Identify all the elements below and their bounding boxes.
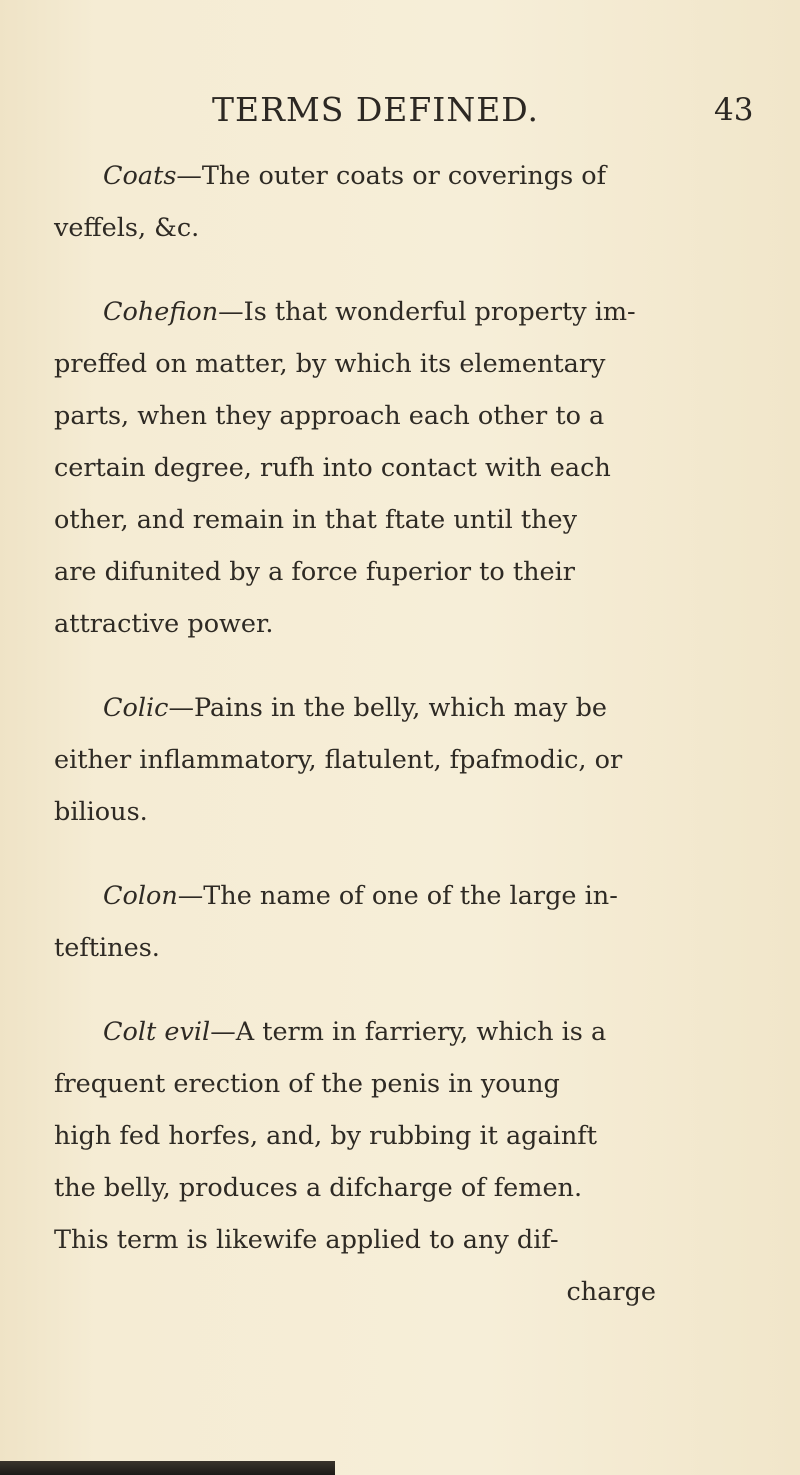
entry-line: veffels, &c. <box>54 213 200 243</box>
entry-line <box>54 870 664 922</box>
entry-line: either inflammatory, flatulent, fpafmodic, or <box>54 745 623 775</box>
entry-colon <box>54 870 664 974</box>
entry-text: —The outer coats or coverings of <box>176 161 607 191</box>
catchword: charge <box>566 1277 656 1307</box>
entry-line <box>54 1006 664 1058</box>
entry-line: parts, when they approach each other to a <box>54 401 605 431</box>
entry-line: attractive power. <box>54 609 274 639</box>
entry-text: —The name of one of the large in- <box>177 881 618 911</box>
running-head <box>0 90 800 140</box>
entry-colt-evil <box>54 1006 664 1318</box>
entry-text: —A term in farriery, which is a <box>210 1017 607 1047</box>
entry-line: other, and remain in that ftate until they <box>54 505 578 535</box>
entry-cohesion <box>54 286 664 650</box>
entry-term: Cohefion <box>103 297 219 327</box>
entry-line <box>54 682 664 734</box>
entry-line <box>54 150 664 202</box>
entry-line: the belly, produces a difcharge of femen. <box>54 1173 583 1203</box>
entry-line <box>54 286 664 338</box>
entry-text: —Pains in the belly, which may be <box>168 693 607 723</box>
entry-line: high fed horfes, and, by rubbing it againft <box>54 1121 597 1151</box>
entry-line: bilious. <box>54 797 148 827</box>
running-title: TERMS DEFINED. <box>212 90 540 129</box>
entry-line: are difunited by a force fuperior to their <box>54 557 575 587</box>
entry-coats <box>54 150 664 254</box>
entry-term: Coats <box>103 161 177 191</box>
entry-term: Colic <box>103 693 169 723</box>
entry-line: certain degree, rufh into contact with each <box>54 453 611 483</box>
entry-term: Colt evil <box>103 1017 211 1047</box>
entry-term: Colon <box>103 881 178 911</box>
entry-line: teftines. <box>54 933 160 963</box>
page-number: 43 <box>714 92 754 128</box>
text-block <box>54 150 664 1350</box>
bottom-edge-shadow <box>0 1461 335 1475</box>
entry-colic <box>54 682 664 838</box>
entry-text: —Is that wonderful property im- <box>218 297 636 327</box>
entry-line: frequent erection of the penis in young <box>54 1069 560 1099</box>
entry-line: preffed on matter, by which its elementary <box>54 349 606 379</box>
entry-line: This term is likewife applied to any dif- <box>54 1225 559 1255</box>
